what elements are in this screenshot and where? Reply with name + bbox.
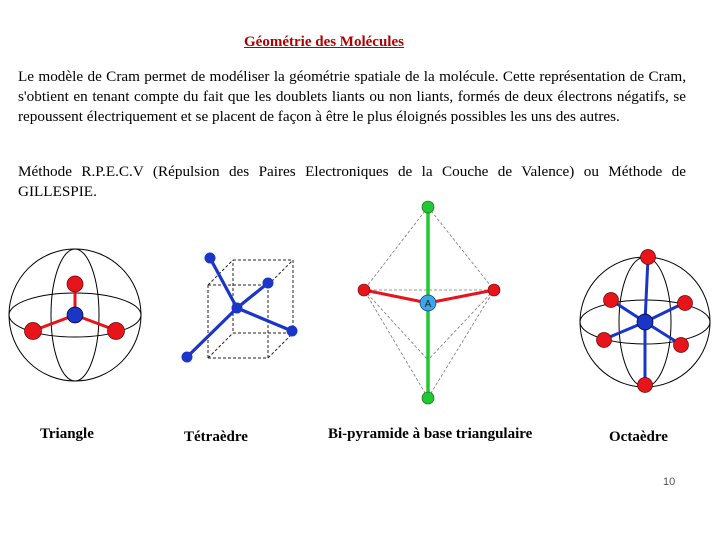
method-paragraph: Méthode R.P.E.C.V (Répulsion des Paires Electroniques de la Couche de Valence) ou Méthode de GILLESPIE. (18, 163, 686, 200)
ligand-atom (263, 278, 274, 289)
page-number: 10 (663, 476, 676, 488)
page-title: Géométrie des Molécules (244, 34, 404, 50)
central-atom (67, 307, 83, 323)
central-atom (637, 314, 653, 330)
bipyramid-figure (358, 201, 500, 404)
ligand-atom (597, 333, 612, 348)
ligand-atom (108, 323, 125, 340)
ligand-atom (287, 326, 298, 337)
ligand-atom (678, 296, 693, 311)
octahedron-figure (580, 250, 710, 393)
caption-triangle: Triangle (40, 426, 94, 442)
central-atom (232, 303, 243, 314)
caption-tetrahedron: Tétraèdre (184, 429, 248, 445)
geometry-figures (0, 190, 720, 420)
caption-octahedron: Octaèdre (609, 429, 668, 445)
ligand-atom (674, 338, 689, 353)
ligand-atom (67, 276, 83, 292)
central-atom-label: A (424, 299, 432, 310)
ligand-atom (182, 352, 193, 363)
ligand-atom (25, 323, 42, 340)
ligand-atom (205, 253, 216, 264)
ligand-atom (488, 284, 500, 296)
axial-atom (422, 392, 434, 404)
intro-paragraph: Le modèle de Cram permet de modéliser la géométrie spatiale de la molécule. Cette représentation de Cram, s'obtient en tenant compte du fait que les doublets liants ou non liants, formés de deux électrons négatifs, se repoussent électriquement et se placent de façon à être le plus éloignés possibles les uns des autres. (18, 68, 686, 125)
tetrahedron-figure (182, 253, 298, 363)
ligand-atom (358, 284, 370, 296)
axial-atom (422, 201, 434, 213)
ligand-atom (604, 293, 619, 308)
caption-bipyramid: Bi-pyramide à base triangulaire (328, 426, 533, 442)
ligand-atom (641, 250, 656, 265)
ligand-atom (638, 378, 653, 393)
triangle-figure (9, 249, 141, 381)
